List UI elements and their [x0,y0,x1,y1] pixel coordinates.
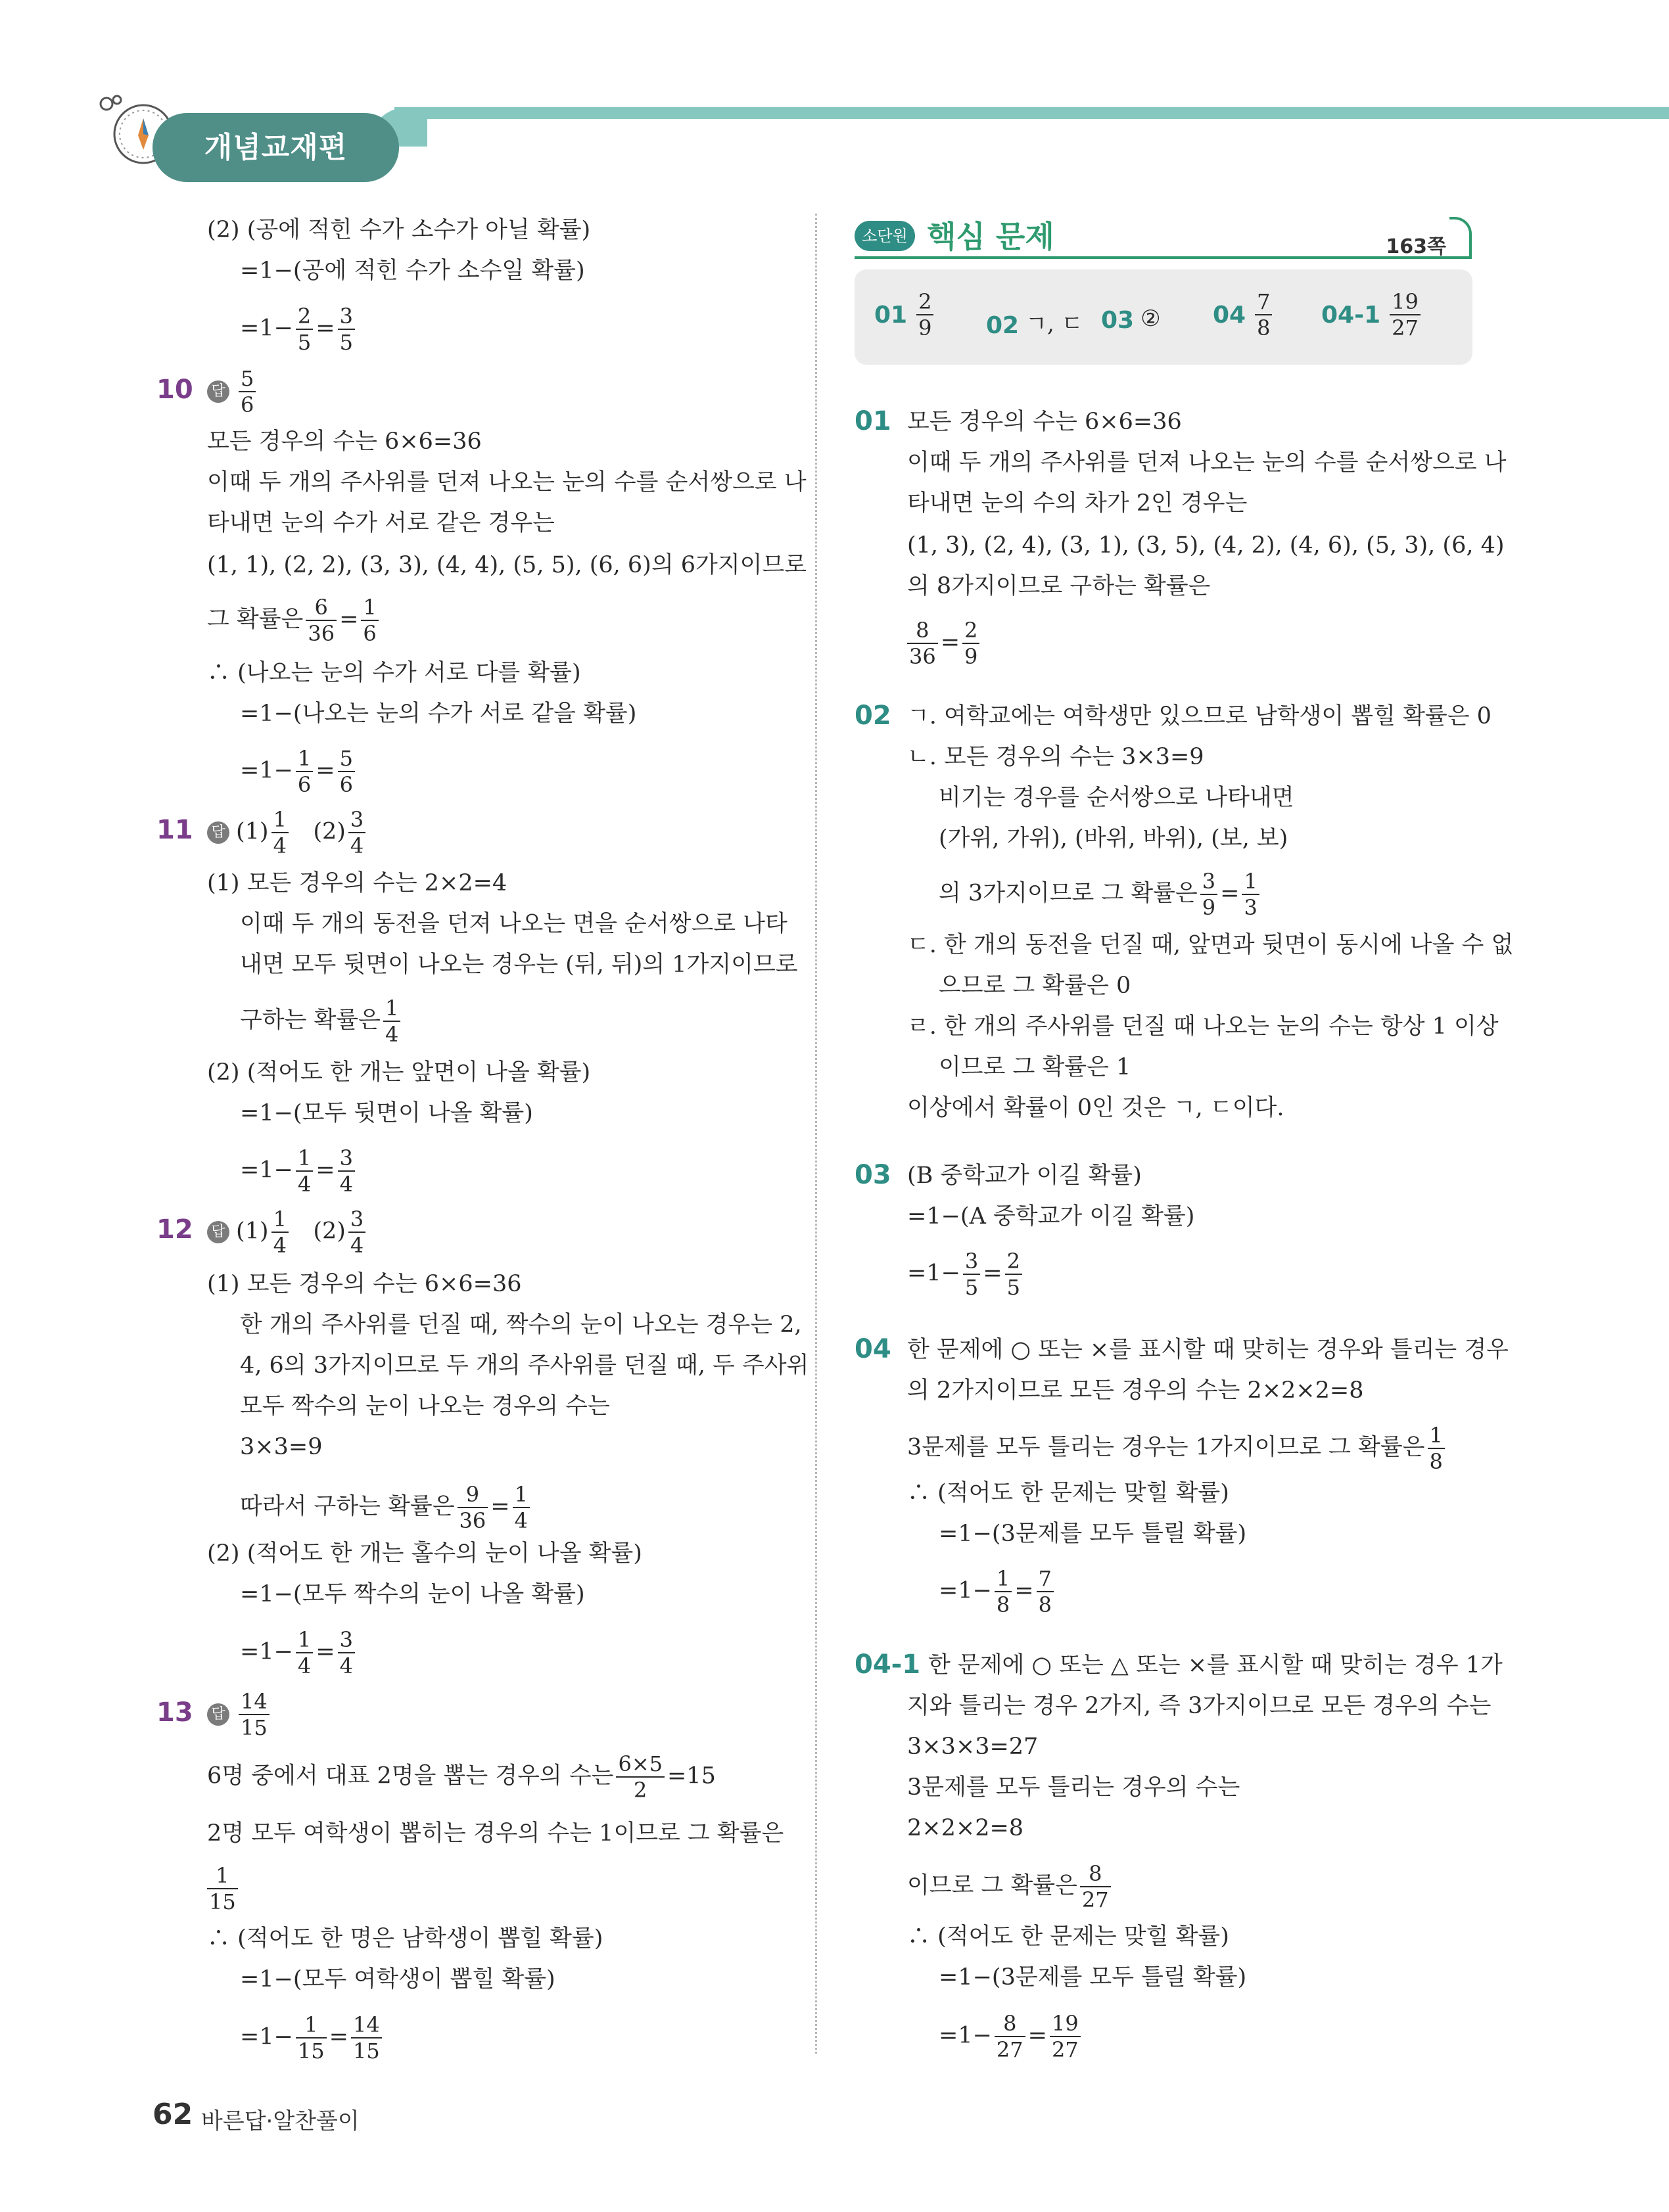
equation-line: 의 3가지이므로 그 확률은 $\frac{3}{9}$ = $\frac{1}{3}$ [939,869,1262,920]
answer: 답 (1) $\frac{1}{4}$ (2) $\frac{3}{4}$ [207,807,368,858]
summary-answer: 04-1 $\frac{19}{27}$ [1321,289,1423,340]
problem-number: 03 [855,1160,891,1190]
text-line: 3문제를 모두 틀리는 경우의 수는 [907,1774,1240,1801]
text-line: ∴ (적어도 한 명은 남학생이 뽑힐 확률) [207,1925,603,1952]
problem-number: 11 [156,815,193,845]
text-line: ㄷ. 한 개의 동전을 던질 때, 앞면과 뒷면이 동시에 나올 수 없 [907,932,1514,958]
text-line: (1, 1), (2, 2), (3, 3), (4, 4), (5, 5), (6, 6)의 6가지이므로 [207,552,807,578]
answer-badge-icon: 답 [207,380,229,403]
core-title: 핵심 문제 [927,219,1054,254]
equation-line: =1− $\frac{1}{15}$ = $\frac{14}{15}$ [240,2012,385,2063]
summary-answer: 03 ② [1101,306,1161,334]
text-line: (B 중학교가 이길 확률) [907,1163,1142,1189]
text-line: 내면 모두 뒷면이 나오는 경우는 (뒤, 뒤)의 1가지이므로 [240,952,798,978]
equation-line: =1− $\frac{2}{5}$ = $\frac{3}{5}$ [240,304,358,355]
text-line: 4, 6의 3가지이므로 두 개의 주사위를 던질 때, 두 주사위 [240,1352,809,1379]
text-line: 모든 경우의 수는 6×6=36 [207,428,482,455]
text-line: ㄱ. 여학교에는 여학생만 있으므로 남학생이 뽑힐 확률은 0 [907,703,1492,729]
text-line: 이므로 그 확률은 1 [939,1054,1131,1080]
equation-line: 3문제를 모두 틀리는 경우는 1가지이므로 그 확률은 $\frac{1}{8}$ [907,1423,1447,1474]
problem-number: 02 [855,701,891,731]
text-line: ㄴ. 모든 경우의 수는 3×3=9 [907,744,1204,770]
corner-bracket [1449,217,1472,259]
text-line: =1−(3문제를 모두 틀릴 확률) [939,1964,1247,1991]
text-line: 한 개의 주사위를 던질 때, 짝수의 눈이 나오는 경우는 2, [240,1312,802,1338]
equation-line: 이므로 그 확률은 $\frac{8}{27}$ [907,1861,1114,1912]
text-line: 으므로 그 확률은 0 [939,973,1131,999]
text-line: (1) 모든 경우의 수는 2×2=4 [207,870,507,896]
text-line: ㄹ. 한 개의 주사위를 던질 때 나오는 눈의 수는 항상 1 이상 [907,1013,1499,1040]
answer: 답 $\frac{5}{6}$ [207,366,258,417]
header-bar [394,107,1669,119]
text-line: 한 문제에 ○ 또는 △ 또는 ×를 표시할 때 맞히는 경우 1가 [928,1652,1503,1678]
answer: 답 $\frac{14}{15}$ [207,1689,272,1740]
problem-number: 01 [855,406,891,436]
equation-line: =1− $\frac{1}{8}$ = $\frac{7}{8}$ [939,1566,1056,1617]
text-line: 한 문제에 ○ 또는 ×를 표시할 때 맞히는 경우와 틀리는 경우 [907,1337,1509,1363]
problem-number: 04-1 [855,1649,921,1680]
text-line: 3×3=9 [240,1434,323,1460]
page-number: 62 [153,2098,193,2131]
answer-summary-box [855,269,1472,365]
text-line: (1) 모든 경우의 수는 6×6=36 [207,1271,522,1297]
text-line: (2) (적어도 한 개는 앞면이 나올 확률) [207,1059,591,1086]
text-line: ∴ (적어도 한 문제는 맞힐 확률) [907,1924,1229,1950]
text-line: 이때 두 개의 주사위를 던져 나오는 눈의 수를 순서쌍으로 나 [207,469,807,495]
text-line: ∴ (나오는 눈의 수가 서로 다를 확률) [207,660,581,686]
answer-badge-icon: 답 [207,1221,229,1243]
summary-answer: 01 $\frac{2}{9}$ [874,289,936,340]
text-line: =1−(A 중학교가 이길 확률) [907,1203,1195,1230]
text-line: 타내면 눈의 수가 서로 같은 경우는 [207,510,555,536]
equation-line: =1− $\frac{1}{6}$ = $\frac{5}{6}$ [240,746,358,797]
problem-number: 13 [156,1697,193,1728]
text-line: ∴ (적어도 한 문제는 맞힐 확률) [907,1480,1229,1506]
text-line: 모든 경우의 수는 6×6=36 [907,409,1182,435]
answer-badge-icon: 답 [207,821,229,844]
problem-number: 12 [156,1214,193,1245]
text-line: 이때 두 개의 주사위를 던져 나오는 눈의 수를 순서쌍으로 나 [907,449,1507,476]
text-line: =1−(모두 여학생이 뽑힐 확률) [240,1966,555,1993]
core-problems-header [855,217,1472,263]
text-line: 이때 두 개의 동전을 던져 나오는 면을 순서쌍으로 나타 [240,911,787,937]
fraction-line: $\frac{1}{15}$ [207,1863,241,1914]
unit-badge: 소단원 [855,221,915,251]
text-line: (2) (공에 적힌 수가 소수가 아닐 확률) [207,217,591,243]
text-line: 모두 짝수의 눈이 나오는 경우의 수는 [240,1393,610,1419]
text-line: =1−(공에 적힌 수가 소수일 확률) [240,258,585,284]
text-line: =1−(나오는 눈의 수가 서로 같을 확률) [240,701,637,727]
column-divider [815,214,817,2054]
text-line: 2×2×2=8 [907,1815,1024,1841]
text-line: =1−(모두 뒷면이 나올 확률) [240,1100,533,1126]
text-line: (2) (적어도 한 개는 홀수의 눈이 나올 확률) [207,1540,642,1567]
text-line: 이상에서 확률이 0인 것은 ㄱ, ㄷ이다. [907,1095,1284,1121]
equation-line: =1− $\frac{1}{4}$ = $\frac{3}{4}$ [240,1627,358,1678]
text-line: 비기는 경우를 순서쌍으로 나타내면 [939,785,1294,811]
text-line: 지와 틀리는 경우 2가지, 즉 3가지이므로 모든 경우의 수는 [907,1693,1492,1719]
equation-line: 그 확률은 $\frac{6}{36}$ = $\frac{1}{6}$ [207,595,381,646]
answer-badge-icon: 답 [207,1703,229,1726]
section-title: 개념교재편 [153,113,399,182]
equation-line: 6명 중에서 대표 2명을 뽑는 경우의 수는 $\frac{6\times 5}{2}$ =15 [207,1751,716,1803]
text-line: 타내면 눈의 수의 차가 2인 경우는 [907,490,1248,517]
equation-line: 따라서 구하는 확률은 $\frac{9}{36}$ = $\frac{1}{4}$ [240,1482,532,1533]
text-line: (1, 3), (2, 4), (3, 1), (3, 5), (4, 2), (4, 6), (5, 3), (6, 4) [907,532,1505,559]
equation-line: =1− $\frac{8}{27}$ = $\frac{19}{27}$ [939,2011,1083,2062]
text-line: (가위, 가위), (바위, 바위), (보, 보) [939,825,1288,852]
underline [855,256,1469,259]
page-reference: 163쪽 [1386,235,1446,258]
equation-line: 구하는 확률은 $\frac{1}{4}$ [240,996,403,1047]
problem-number: 04 [855,1334,891,1364]
equation-line: =1− $\frac{3}{5}$ = $\frac{2}{5}$ [907,1249,1025,1300]
summary-answer: 02 ㄱ, ㄷ [986,311,1083,339]
text-line: =1−(3문제를 모두 틀릴 확률) [939,1521,1247,1547]
text-line: 2명 모두 여학생이 뽑히는 경우의 수는 1이므로 그 확률은 [207,1820,784,1847]
equation-line: $\frac{8}{36}$ = $\frac{2}{9}$ [907,618,982,669]
equation-line: =1− $\frac{1}{4}$ = $\frac{3}{4}$ [240,1145,358,1197]
problem-number: 10 [156,375,193,405]
text-line: 의 2가지이므로 모든 경우의 수는 2×2×2=8 [907,1377,1364,1404]
text-line: 3×3×3=27 [907,1734,1039,1760]
summary-answer: 04 $\frac{7}{8}$ [1213,289,1275,340]
text-line: 의 8가지이므로 구하는 확률은 [907,573,1211,599]
book-title: 바른답·알찬풀이 [201,2108,360,2134]
answer: 답 (1) $\frac{1}{4}$ (2) $\frac{3}{4}$ [207,1207,368,1258]
text-line: =1−(모두 짝수의 눈이 나올 확률) [240,1581,585,1607]
